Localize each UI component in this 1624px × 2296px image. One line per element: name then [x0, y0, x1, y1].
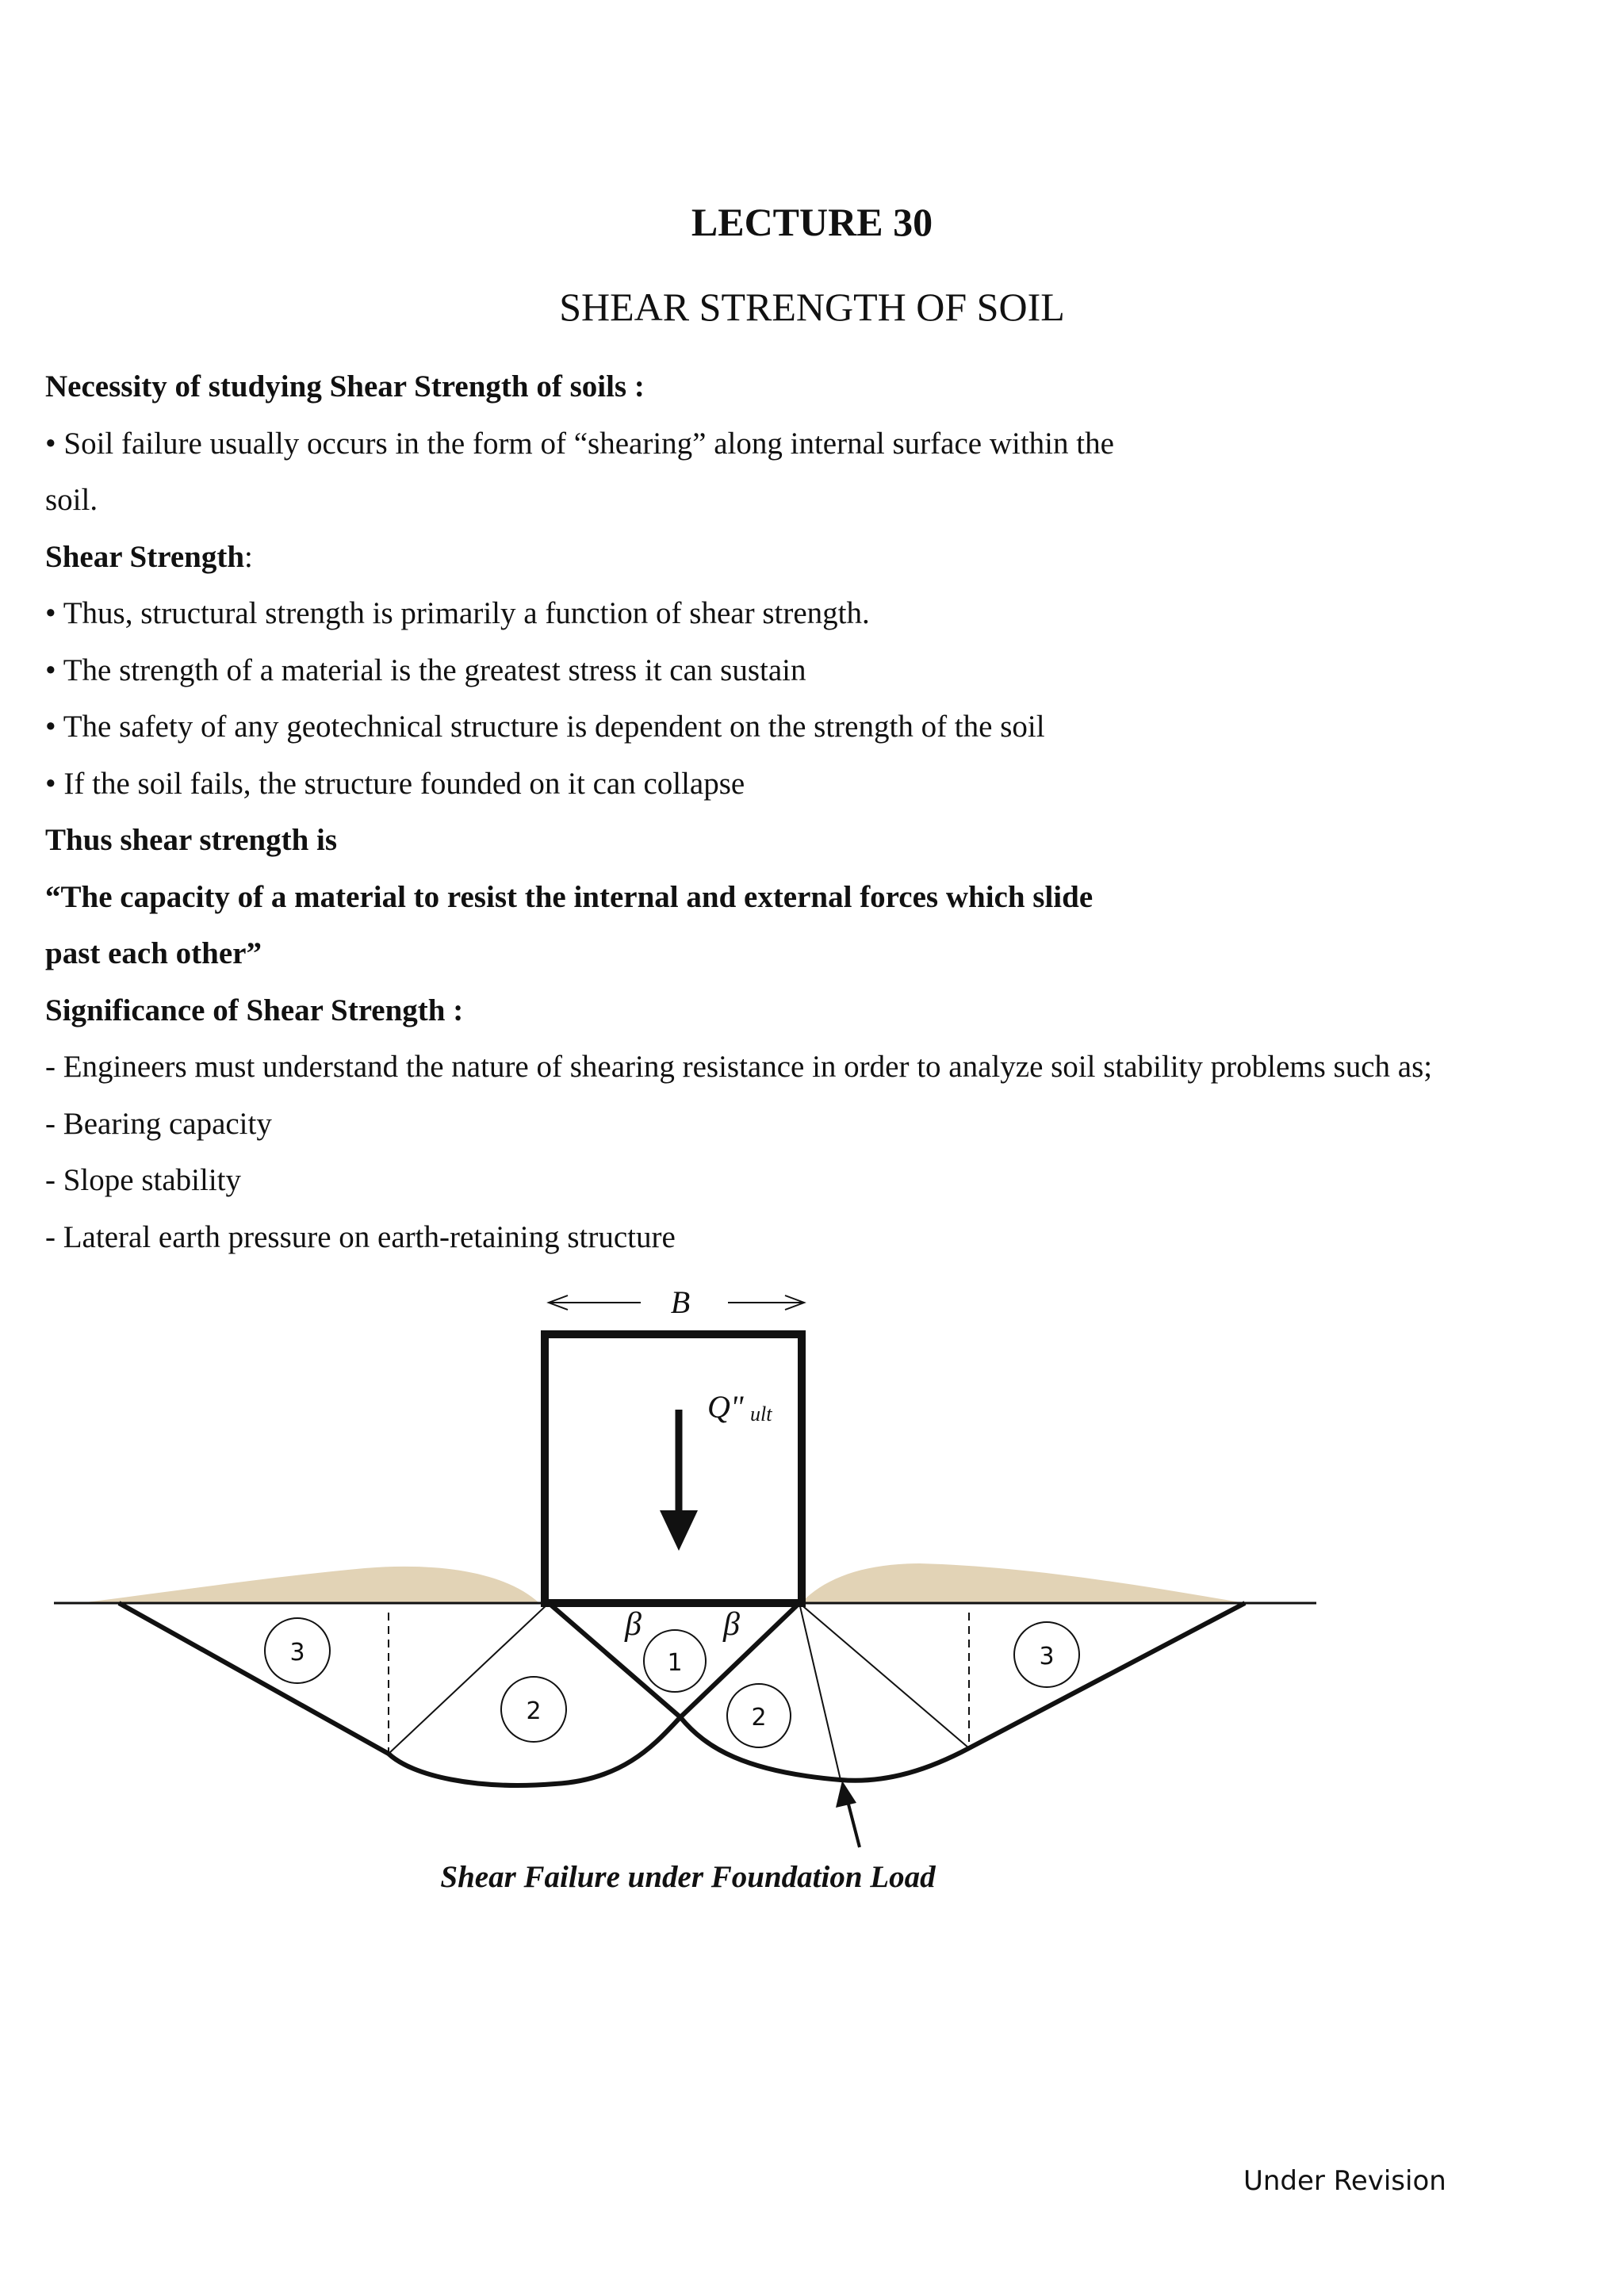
soil-heave-right: [801, 1563, 1245, 1603]
significance-item: - Bearing capacity: [45, 1106, 272, 1141]
thus-heading: Thus shear strength is: [45, 823, 338, 857]
bullet-item: • The strength of a material is the greatest stress it can sustain: [45, 652, 806, 687]
failure-surface-right: [549, 1603, 1245, 1781]
failure-surface-left: [119, 1603, 799, 1785]
zone-marker: [501, 1677, 566, 1742]
lecture-title: LECTURE 30: [691, 200, 933, 244]
revision-note: Under Revision: [1243, 2165, 1446, 2197]
bullet-item: • If the soil fails, the structure founded on it can collapse: [45, 766, 745, 801]
zone-label: 1: [667, 1649, 683, 1677]
bullet-item: • The safety of any geotechnical structure is dependent on the strength of the soil: [45, 710, 1045, 744]
bullet-item: • Thus, structural strength is primarily a function of shear strength.: [45, 596, 870, 630]
zone-label: 2: [751, 1704, 767, 1732]
radial-line-right-2: [799, 1603, 969, 1748]
zone-label: 3: [1039, 1643, 1055, 1670]
angle-label-left: β: [625, 1606, 642, 1643]
shear-strength-colon: :: [244, 539, 253, 574]
zone-marker: [644, 1630, 706, 1692]
zone-marker: [265, 1618, 330, 1683]
definition-line-1: “The capacity of a material to resist the internal and external forces which slide: [45, 879, 1094, 914]
pointer-arrow-shaft: [847, 1798, 860, 1847]
necessity-heading: Necessity of studying Shear Strength of soils :: [45, 369, 645, 404]
significance-item: - Slope stability: [45, 1163, 241, 1197]
necessity-line-1: • Soil failure usually occurs in the form of “shearing” along internal surface within the: [45, 426, 1114, 461]
significance-item: - Lateral earth pressure on earth-retaining structure: [45, 1219, 676, 1254]
definition-line-2: past each other”: [45, 936, 262, 970]
zone-marker: [727, 1684, 791, 1747]
pointer-arrowhead: [836, 1781, 856, 1808]
shear-strength-heading: Shear Strength: [45, 539, 245, 574]
soil-heave-left: [79, 1567, 539, 1603]
lecture-subtitle: SHEAR STRENGTH OF SOIL: [559, 285, 1065, 329]
zone-label: 2: [526, 1697, 542, 1725]
zone-label: 3: [289, 1639, 305, 1667]
load-label: Q": [707, 1389, 744, 1425]
radial-line-right-1: [799, 1603, 841, 1780]
figure-caption: Shear Failure under Foundation Load: [440, 1860, 936, 1894]
significance-item: - Engineers must understand the nature of shearing resistance in order to analyze soil stability problems such as;: [45, 1050, 1433, 1084]
shear-strength-heading-line: [45, 535, 1599, 592]
width-label: B: [670, 1284, 691, 1320]
footing-block: [545, 1334, 802, 1603]
load-subscript: ult: [750, 1402, 772, 1425]
zone-marker: [1014, 1622, 1079, 1687]
load-arrowhead: [660, 1510, 698, 1551]
significance-heading: Significance of Shear Strength :: [45, 993, 464, 1027]
shear-failure-diagram: [0, 1269, 1624, 1871]
angle-label-right: β: [723, 1606, 740, 1643]
necessity-line-2: soil.: [45, 483, 98, 517]
lecture-body: [45, 365, 1599, 1272]
